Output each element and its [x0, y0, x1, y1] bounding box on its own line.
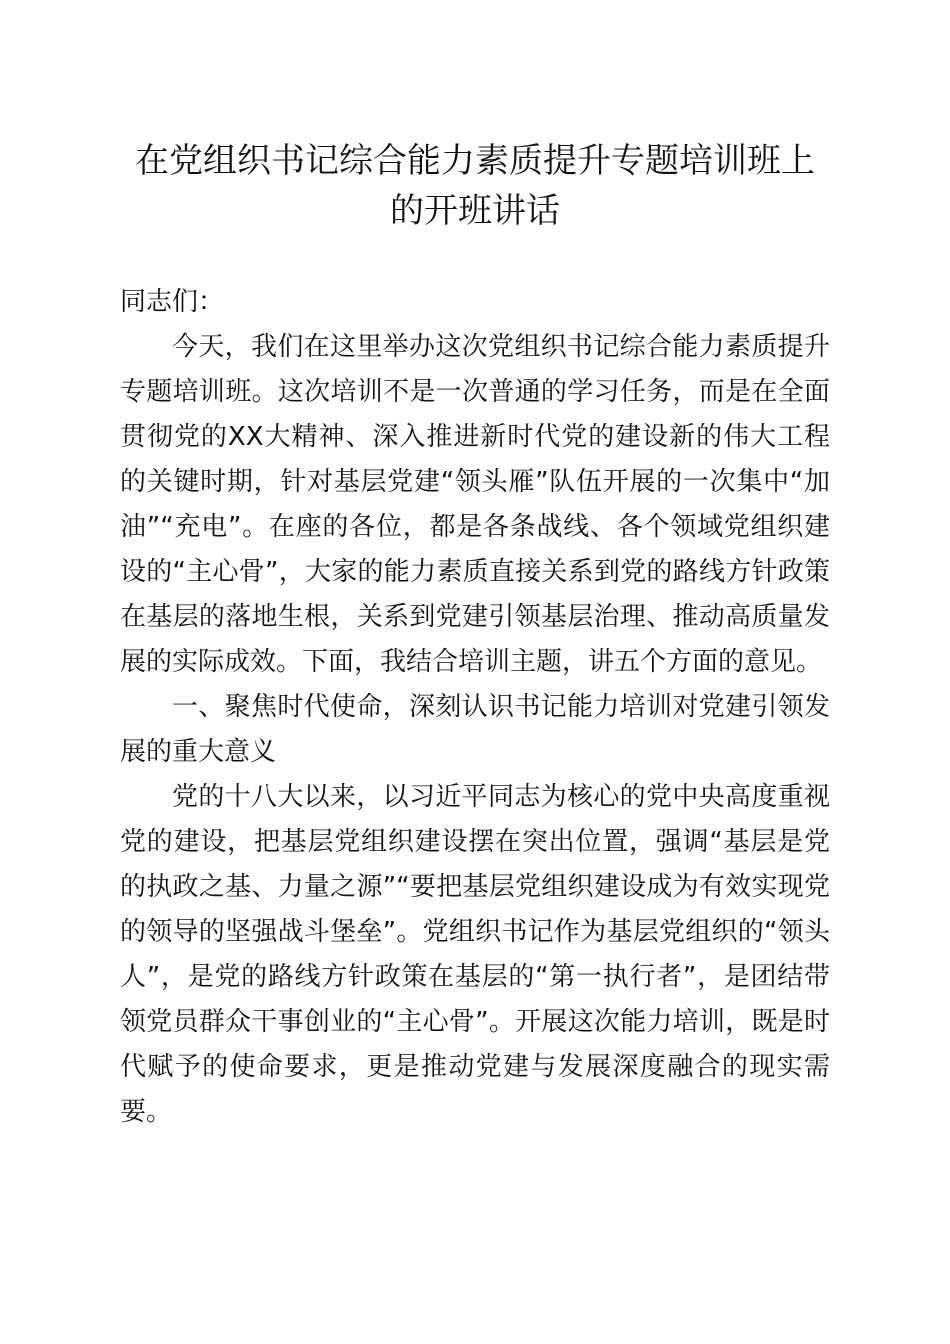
- title-line-2: 的开班讲话: [390, 191, 560, 231]
- paragraph-1: 今天，我们在这里举办这次党组织书记综合能力素质提升专题培训班。这次培训不是一次普通的学习任务，而是在全面贯彻党的XX大精神、深入推进新时代党的建设新的伟大工程的关键时期，针对基层党建“领头雁”队伍开展的一次集中“加油”“充电”。在座的各位，都是各条战线、各个领域党组织建设的“主心骨”，大家的能力素质直接关系到党的路线方针政策在基层的落地生根，关系到党建引领基层治理、推动高质量发展的实际成效。下面，我结合培训主题，讲五个方面的意见。: [120, 332, 830, 677]
- document-body: [120, 280, 830, 1135]
- paragraph-2: 党的十八大以来，以习近平同志为核心的党中央高度重视党的建设，把基层党组织建设摆在突出位置，强调“基层是党的执政之基、力量之源”“要把基层党组织建设成为有效实现党的领导的坚强战斗堡垒”。党组织书记作为基层党组织的“领头人”，是党的路线方针政策在基层的“第一执行者”，是团结带领党员群众干事创业的“主心骨”。开展这次能力培训，既是时代赋予的使命要求，更是推动党建与发展深度融合的现实需要。: [120, 782, 830, 1127]
- document-title: [120, 136, 830, 236]
- salutation: 同志们：: [120, 287, 225, 317]
- title-line-1: 在党组织书记综合能力素质提升专题培训班上: [135, 141, 815, 181]
- section-1-heading: 一、聚焦时代使命，深刻认识书记能力培训对党建引领发展的重大意义: [120, 692, 830, 767]
